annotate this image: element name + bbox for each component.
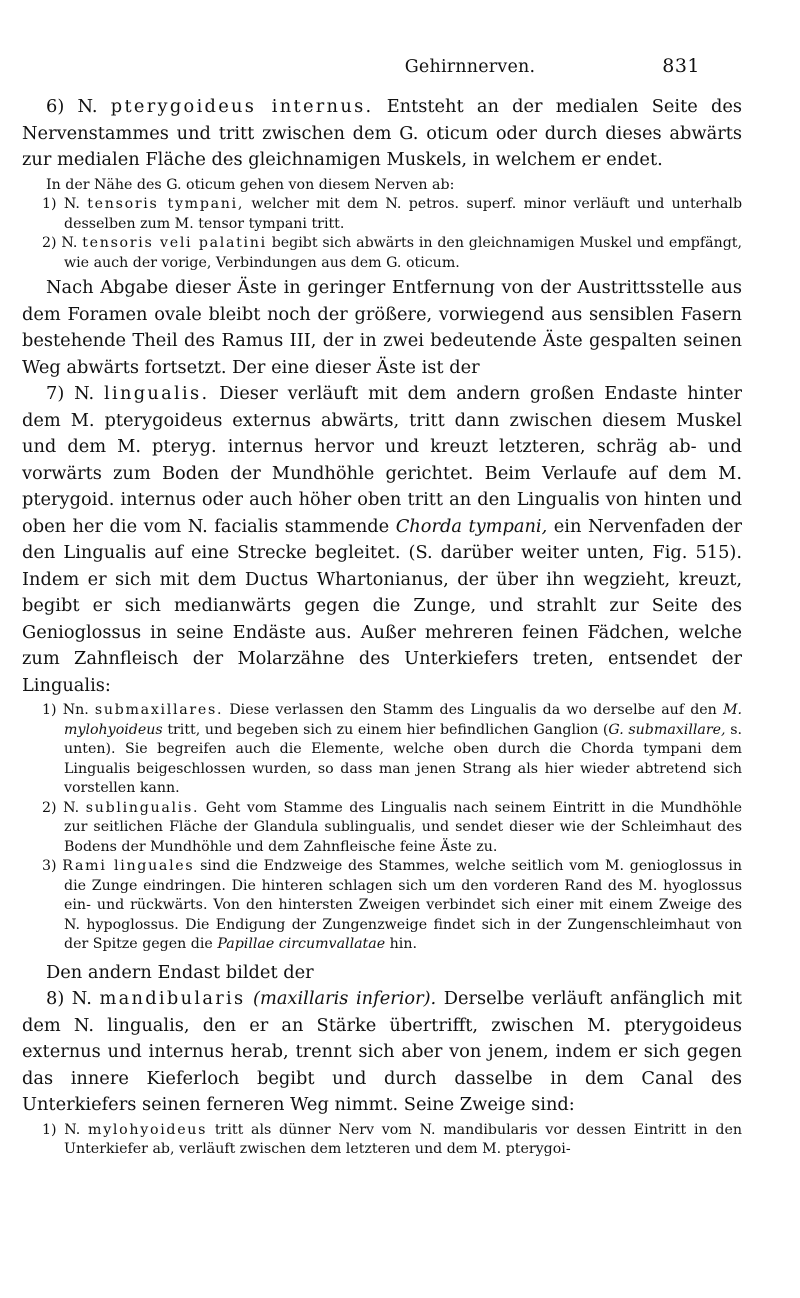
item-text: Diese verlassen den Stamm des Lingualis da wo derselbe auf den bbox=[229, 702, 717, 718]
paragraph-text: ein Nervenfaden der den Lingualis auf eine Strecke begleitet. (S. darüber weiter unten, Fig. 515). Indem er sich mit dem Ductus Whartonianus, der über ihn wegzieht, kreuzt, begibt er sich medianwärts gegen die Zunge, und strahlt zur Seite des Genioglossus in seine Endäste aus. Außer mehreren feinen Fädchen, welche zum Zahnfleisch der Molarzähne des Unterkiefers treten, entsendet der Lingualis: bbox=[22, 515, 742, 696]
nerve-term: submaxillares. bbox=[94, 702, 224, 718]
item-text: begibt sich abwärts in den gleichnamigen Muskel und empfängt, wie auch der vorige, Verbindungen aus dem G. oticum. bbox=[64, 235, 742, 271]
small-item-1-mylohyoideus bbox=[22, 1121, 742, 1160]
paragraph-7-lingualis bbox=[22, 381, 742, 699]
small-item-1-submaxillares bbox=[22, 701, 742, 799]
nerve-term: mylohyoideus bbox=[88, 1121, 208, 1138]
item-text: sind die Endzweige des Stammes, welche seitlich vom M. genioglossus in die Zunge eindringen. Die hinteren schlagen sich um den vorderen Rand des M. hyoglossus ein- und rückwärts. Von den hintersten Zweigen verbindet sich einer mit einem Zweige des N. hypoglossus. Die Endigung der Zungenzweige findet sich in der Zungenschleimhaut von der Spitze gegen die bbox=[64, 858, 742, 952]
italic-term: M. mylohyoideus bbox=[64, 702, 743, 738]
paragraph-den-andern: Den andern Endast bildet der bbox=[46, 961, 314, 983]
italic-term: (maxillaris inferior). bbox=[253, 988, 437, 1009]
item-number: 1) N. bbox=[42, 196, 80, 212]
item-text: tritt als dünner Nerv vom N. mandibularis vor dessen Eintritt in den Unterkiefer ab, verläuft zwischen dem letzteren und dem M. pterygoi- bbox=[64, 1121, 742, 1157]
nerve-term: Rami linguales bbox=[62, 858, 195, 874]
nerve-term: tensoris tympani, bbox=[87, 196, 245, 212]
paragraph-8-mandibularis bbox=[22, 986, 742, 1119]
item-text: hin. bbox=[389, 936, 417, 952]
small-item-2-sublingualis bbox=[22, 799, 742, 858]
small-item-1-tensoris-tympani bbox=[22, 195, 742, 234]
page-number: 831 bbox=[662, 55, 700, 77]
paragraph-text: Dieser verläuft mit dem andern großen Endaste hinter dem M. pterygoideus externus abwärts, tritt dann zwischen diesem Muskel und dem M. pteryg. internus hervor und kreuzt letzteren, schräg ab- und vorwärts zum Boden der Mundhöhle gerichtet. Beim Verlaufe auf dem M. pterygoid. internus oder auch höher oben tritt an den Lingualis von hinten und oben her die vom N. facialis stammende bbox=[22, 383, 743, 537]
nerve-term: pterygoideus internus. bbox=[110, 96, 374, 117]
item-number: 1) N. bbox=[42, 1121, 81, 1138]
nerve-term: sublingualis. bbox=[85, 799, 200, 816]
nerve-term: mandibularis bbox=[99, 988, 246, 1009]
item-text: welcher mit dem N. petros. superf. minor verläuft und unterhalb desselben zum M. tensor tympani tritt. bbox=[64, 196, 743, 232]
paragraph-nach-abgabe: Nach Abgabe dieser Äste in geringer Entfernung von der Austrittsstelle aus dem Foramen ovale bleibt noch der größere, vorwiegend aus sensiblen Fasern bestehende Theil des Ramus III, der in zwei bedeutende Äste gespalten seinen Weg abwärts fortsetzt. Der eine dieser Äste ist der bbox=[22, 277, 742, 378]
body-text bbox=[22, 94, 742, 1160]
small-intro-line: In der Nähe des G. oticum gehen von diesem Nerven ab: bbox=[46, 176, 455, 193]
item-number: 6) N. bbox=[46, 96, 98, 117]
small-item-3-rami-linguales bbox=[22, 857, 742, 955]
item-text: s. unten). Sie begreifen auch die Elemente, welche oben durch die Chorda tympani dem Lingualis beigeschlossen wurden, so dass man jenen Strang als hier wieder abtretend sich vorstellen kann. bbox=[64, 721, 742, 796]
item-text: tritt, und begeben sich zu einem hier befindlichen Ganglion ( bbox=[167, 721, 609, 738]
nerve-term: lingualis. bbox=[104, 383, 210, 404]
item-number: 2) N. bbox=[42, 235, 78, 251]
item-number: 1) Nn. bbox=[42, 702, 89, 718]
item-number: 3) bbox=[42, 858, 57, 874]
item-number: 7) N. bbox=[46, 383, 95, 404]
paragraph-text: Entsteht an der medialen Seite des Nervenstammes und tritt zwischen dem G. oticum oder durch dieses abwärts zur medialen Fläche des gleichnamigen Muskels, in welchem er endet. bbox=[22, 96, 743, 170]
paragraph-6-pterygoideus-internus bbox=[22, 94, 742, 174]
nerve-term: tensoris veli palatini bbox=[82, 235, 267, 251]
italic-term: G. submaxillare, bbox=[608, 721, 726, 738]
italic-term: Papillae circumvallatae bbox=[217, 936, 386, 952]
small-item-2-tensoris-veli-palatini bbox=[22, 234, 742, 273]
paragraph-text: Derselbe verläuft anfänglich mit dem N. lingualis, den er an Stärke übertrifft, zwischen M. pterygoideus externus und internus herab, trennt sich aber von jenem, indem er sich gegen das innere Kieferloch begibt und durch dasselbe in dem Canal des Unterkiefers seinen ferneren Weg nimmt. Seine Zweige sind: bbox=[22, 988, 743, 1115]
running-header-title: Gehirnnerven. bbox=[404, 57, 536, 77]
item-number: 8) N. bbox=[46, 988, 92, 1009]
item-number: 2) N. bbox=[42, 799, 80, 816]
item-text: Geht vom Stamme des Lingualis nach seinem Eintritt in die Mundhöhle zur seitlichen Fläche der Glandula sublingualis, und sendet dieser wie der Schleimhaut des Bodens der Mundhöhle und dem Zahnfleische feine Äste zu. bbox=[64, 799, 743, 855]
italic-term-chorda-tympani: Chorda tympani, bbox=[395, 515, 548, 537]
